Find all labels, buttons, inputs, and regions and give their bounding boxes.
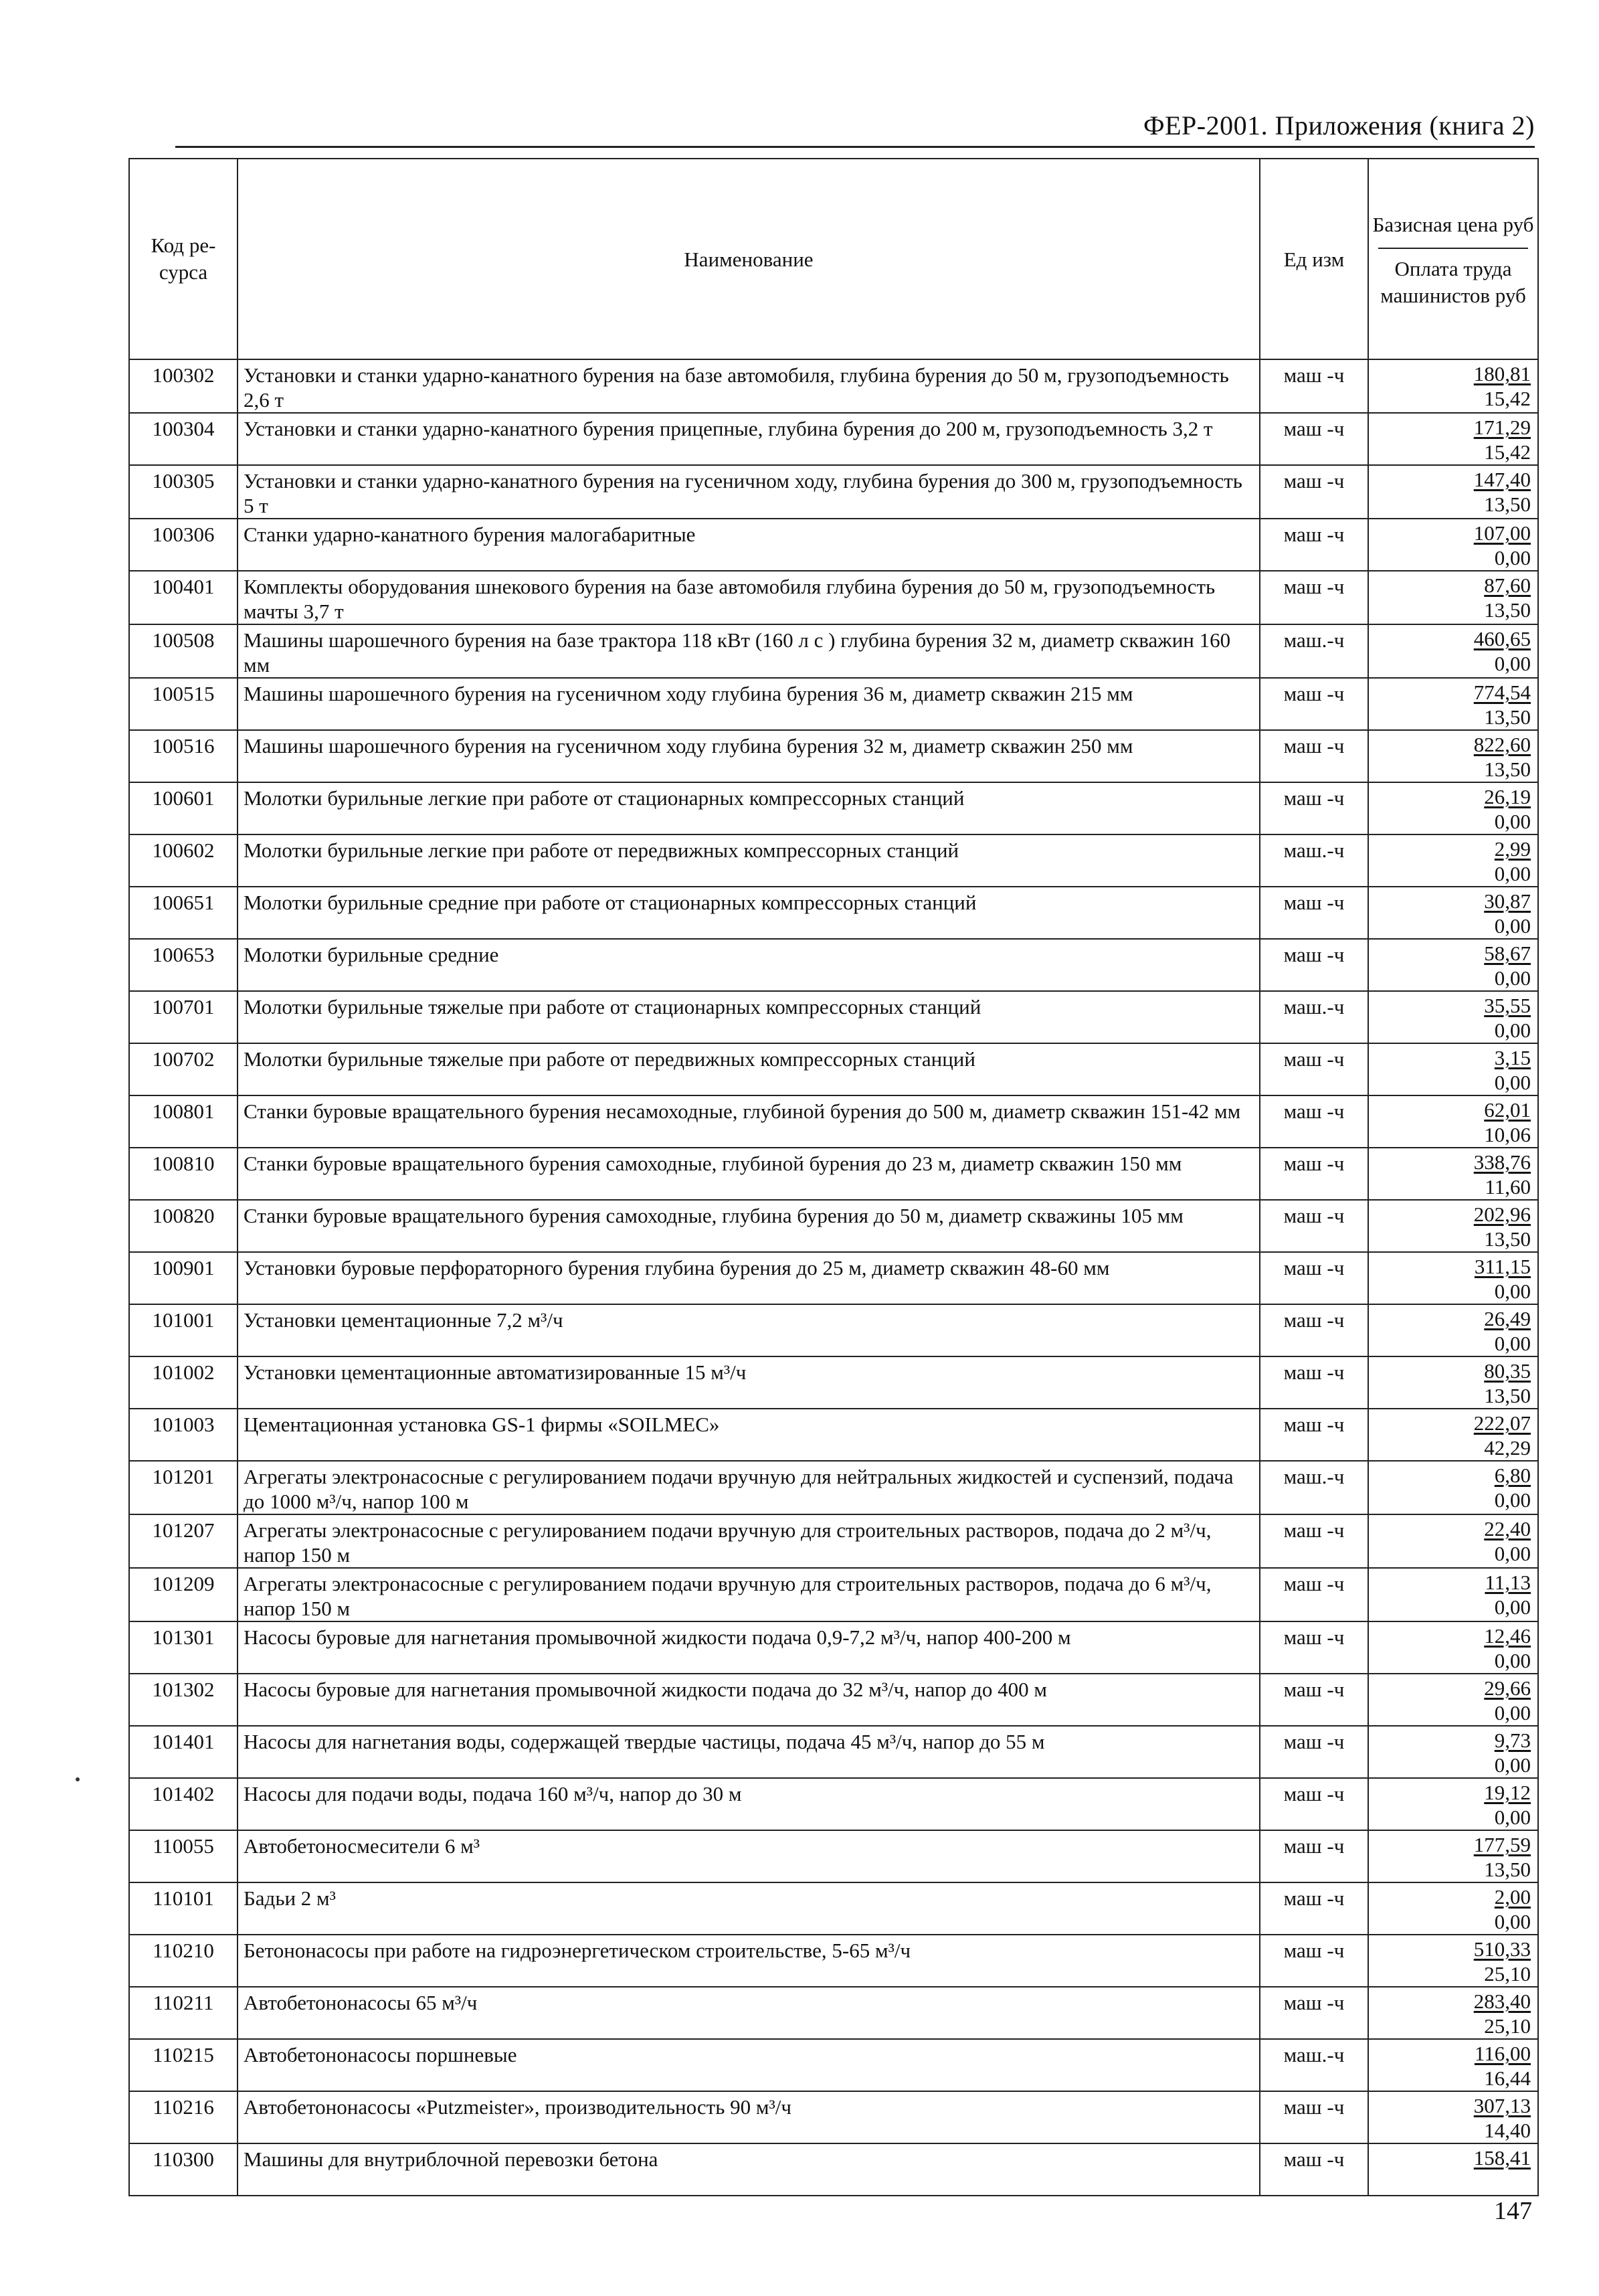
- base-price-value: 510,33: [1473, 1937, 1531, 1961]
- price-cell: [1368, 519, 1538, 571]
- table-row: [129, 730, 1538, 782]
- operator-wage-value: 13,50: [1484, 493, 1531, 516]
- resource-table-container: [128, 158, 1537, 2196]
- operator-wage-value: 15,42: [1484, 440, 1531, 464]
- table-row: [129, 1252, 1538, 1304]
- resource-name-cell: Молотки бурильные легкие при работе от стационарных компрессорных станций: [238, 782, 1260, 834]
- resource-code-cell: 101401: [129, 1726, 238, 1778]
- table-row: [129, 1043, 1538, 1095]
- price-cell: [1368, 1043, 1538, 1095]
- price-cell: [1368, 1726, 1538, 1778]
- unit-cell: маш -ч: [1260, 1568, 1368, 1621]
- price-cell: [1368, 2143, 1538, 2196]
- operator-wage-value: 0,00: [1494, 966, 1531, 990]
- resource-name-cell: Насосы буровые для нагнетания промывочной жидкости подача 0,9-7,2 м³/ч, напор 400-200 м: [238, 1621, 1260, 1674]
- price-cell: [1368, 1409, 1538, 1461]
- base-price-value: 22,40: [1484, 1517, 1531, 1540]
- base-price-value: 2,99: [1494, 837, 1531, 861]
- price-cell: [1368, 730, 1538, 782]
- price-cell: [1368, 1882, 1538, 1935]
- resource-code-cell: 110300: [129, 2143, 238, 2196]
- resource-name-cell: Станки буровые вращательного бурения самоходные, глубиной бурения до 23 м, диаметр скважин 150 мм: [238, 1148, 1260, 1200]
- column-header-name: Наименование: [238, 159, 1260, 359]
- resource-name-cell: Автобетононасосы «Putzmeister», производительность 90 м³/ч: [238, 2091, 1260, 2143]
- resource-code-cell: 100306: [129, 519, 238, 571]
- unit-cell: маш -ч: [1260, 939, 1368, 991]
- resource-name-cell: Установки и станки ударно-канатного бурения прицепные, глубина бурения до 200 м, грузоподъемность 3,2 т: [238, 413, 1260, 465]
- operator-wage-value: 25,10: [1484, 1962, 1531, 1985]
- operator-wage-value: 0,00: [1494, 1753, 1531, 1777]
- unit-cell: маш -ч: [1260, 730, 1368, 782]
- resource-code-cell: 100820: [129, 1200, 238, 1252]
- base-price-value: 19,12: [1484, 1781, 1531, 1804]
- price-cell: [1368, 1200, 1538, 1252]
- table-row: [129, 1200, 1538, 1252]
- unit-cell: маш -ч: [1260, 519, 1368, 571]
- price-cell: [1368, 1621, 1538, 1674]
- base-price-value: 460,65: [1473, 627, 1531, 650]
- resource-code-cell: 100602: [129, 834, 238, 887]
- table-body: [129, 359, 1538, 2196]
- price-cell: [1368, 624, 1538, 678]
- resource-name-cell: Молотки бурильные легкие при работе от передвижных компрессорных станций: [238, 834, 1260, 887]
- base-price-value: 774,54: [1473, 681, 1531, 704]
- operator-wage-value: 0,00: [1494, 546, 1531, 569]
- price-cell: [1368, 1148, 1538, 1200]
- resource-name-cell: Установки цементационные 7,2 м³/ч: [238, 1304, 1260, 1356]
- resource-name-cell: Насосы для нагнетания воды, содержащей твердые частицы, подача 45 м³/ч, напор до 55 м: [238, 1726, 1260, 1778]
- resource-code-cell: 100401: [129, 571, 238, 624]
- table-row: [129, 1935, 1538, 1987]
- unit-cell: маш -ч: [1260, 1409, 1368, 1461]
- unit-cell: маш.-ч: [1260, 991, 1368, 1043]
- resource-name-cell: Машины шарошечного бурения на гусеничном ходу глубина бурения 36 м, диаметр скважин 215 мм: [238, 678, 1260, 730]
- resource-name-cell: Молотки бурильные средние при работе от стационарных компрессорных станций: [238, 887, 1260, 939]
- unit-cell: маш -ч: [1260, 1882, 1368, 1935]
- unit-cell: маш -ч: [1260, 1356, 1368, 1409]
- price-cell: [1368, 1778, 1538, 1830]
- price-cell: [1368, 2091, 1538, 2143]
- unit-cell: маш -ч: [1260, 1304, 1368, 1356]
- resource-name-cell: Комплекты оборудования шнекового бурения на базе автомобиля глубина бурения до 50 м, грузоподъемность мачты 3,7 т: [238, 571, 1260, 624]
- base-price-value: 3,15: [1494, 1046, 1531, 1069]
- price-cell: [1368, 991, 1538, 1043]
- resource-code-cell: 100302: [129, 359, 238, 413]
- unit-cell: маш -ч: [1260, 1514, 1368, 1568]
- table-row: [129, 2091, 1538, 2143]
- resource-code-cell: 100810: [129, 1148, 238, 1200]
- operator-wage-value: 0,00: [1494, 1910, 1531, 1933]
- resource-price-table: [128, 158, 1539, 2196]
- resource-code-cell: 100515: [129, 678, 238, 730]
- table-row: [129, 1882, 1538, 1935]
- table-row: [129, 465, 1538, 519]
- resource-code-cell: 100508: [129, 624, 238, 678]
- resource-code-cell: 110101: [129, 1882, 238, 1935]
- resource-name-cell: Станки ударно-канатного бурения малогабаритные: [238, 519, 1260, 571]
- price-cell: [1368, 2039, 1538, 2091]
- table-row: [129, 1621, 1538, 1674]
- resource-name-cell: Установки и станки ударно-канатного бурения на гусеничном ходу, глубина бурения до 300 м, грузоподъемность 5 т: [238, 465, 1260, 519]
- base-price-value: 12,46: [1484, 1624, 1531, 1648]
- resource-code-cell: 100304: [129, 413, 238, 465]
- resource-name-cell: Насосы буровые для нагнетания промывочной жидкости подача до 32 м³/ч, напор до 400 м: [238, 1674, 1260, 1726]
- table-row: [129, 571, 1538, 624]
- table-row: [129, 782, 1538, 834]
- operator-wage-value: 0,00: [1494, 1701, 1531, 1725]
- base-price-value: 29,66: [1484, 1676, 1531, 1700]
- base-price-value: 87,60: [1484, 573, 1531, 597]
- unit-cell: маш.-ч: [1260, 834, 1368, 887]
- base-price-value: 171,29: [1473, 416, 1531, 439]
- price-cell: [1368, 359, 1538, 413]
- resource-name-cell: Молотки бурильные тяжелые при работе от стационарных компрессорных станций: [238, 991, 1260, 1043]
- table-row: [129, 2039, 1538, 2091]
- resource-name-cell: Машины шарошечного бурения на гусеничном ходу глубина бурения 32 м, диаметр скважин 250 мм: [238, 730, 1260, 782]
- unit-cell: маш -ч: [1260, 1987, 1368, 2039]
- operator-wage-value: 11,60: [1485, 1175, 1531, 1199]
- unit-cell: маш -ч: [1260, 1726, 1368, 1778]
- resource-code-cell: 100901: [129, 1252, 238, 1304]
- price-cell: [1368, 1252, 1538, 1304]
- resource-name-cell: Станки буровые вращательного бурения несамоходные, глубиной бурения до 500 м, диаметр скважин 151-42 мм: [238, 1095, 1260, 1148]
- resource-code-cell: 101301: [129, 1621, 238, 1674]
- operator-wage-value: 0,00: [1494, 1488, 1531, 1512]
- resource-name-cell: Автобетоносмесители 6 м³: [238, 1830, 1260, 1882]
- unit-cell: маш -ч: [1260, 1200, 1368, 1252]
- price-cell: [1368, 678, 1538, 730]
- operator-wage-value: 10,06: [1484, 1123, 1531, 1146]
- operator-wage-value: 13,50: [1484, 1227, 1531, 1251]
- price-cell: [1368, 1830, 1538, 1882]
- unit-cell: маш -ч: [1260, 413, 1368, 465]
- unit-cell: маш -ч: [1260, 887, 1368, 939]
- price-cell: [1368, 834, 1538, 887]
- price-cell: [1368, 1304, 1538, 1356]
- resource-name-cell: Цементационная установка GS-1 фирмы «SOILMEC»: [238, 1409, 1260, 1461]
- operator-wage-value: 0,00: [1494, 1595, 1531, 1619]
- base-price-value: 26,49: [1484, 1307, 1531, 1330]
- resource-name-cell: Установки цементационные автоматизированные 15 м³/ч: [238, 1356, 1260, 1409]
- resource-name-cell: Бетононасосы при работе на гидроэнергетическом строительстве, 5-65 м³/ч: [238, 1935, 1260, 1987]
- table-row: [129, 1674, 1538, 1726]
- unit-cell: маш -ч: [1260, 465, 1368, 519]
- base-price-value: 311,15: [1474, 1255, 1531, 1278]
- resource-code-cell: 100701: [129, 991, 238, 1043]
- base-price-value: 9,73: [1494, 1729, 1531, 1752]
- table-row: [129, 939, 1538, 991]
- table-row: [129, 519, 1538, 571]
- table-row: [129, 413, 1538, 465]
- resource-code-cell: 101207: [129, 1514, 238, 1568]
- operator-wage-value: 0,00: [1494, 914, 1531, 938]
- operator-wage-value: 0,00: [1494, 810, 1531, 833]
- resource-name-cell: Установки и станки ударно-канатного бурения на базе автомобиля, глубина бурения до 50 м, грузоподъемность 2,6 т: [238, 359, 1260, 413]
- resource-code-cell: 110211: [129, 1987, 238, 2039]
- operator-wage-value: 0,00: [1494, 1542, 1531, 1565]
- base-price-value: 30,87: [1484, 889, 1531, 913]
- table-row: [129, 624, 1538, 678]
- base-price-value: 62,01: [1484, 1098, 1531, 1122]
- operator-wage-value: 0,00: [1494, 862, 1531, 885]
- price-cell: [1368, 1568, 1538, 1621]
- base-price-value: 222,07: [1473, 1411, 1531, 1435]
- table-row: [129, 887, 1538, 939]
- resource-code-cell: 101209: [129, 1568, 238, 1621]
- table-row: [129, 1726, 1538, 1778]
- price-cell: [1368, 413, 1538, 465]
- column-header-operator-wage: Оплата труда машинистов руб: [1380, 257, 1526, 307]
- resource-name-cell: Автобетононасосы 65 м³/ч: [238, 1987, 1260, 2039]
- operator-wage-value: 13,50: [1484, 598, 1531, 622]
- resource-name-cell: Машины шарошечного бурения на базе трактора 118 кВт (160 л с ) глубина бурения 32 м, диаметр скважин 160 мм: [238, 624, 1260, 678]
- resource-code-cell: 100801: [129, 1095, 238, 1148]
- resource-code-cell: 100305: [129, 465, 238, 519]
- resource-code-cell: 101003: [129, 1409, 238, 1461]
- base-price-value: 158,41: [1473, 2146, 1531, 2170]
- table-row: [129, 359, 1538, 413]
- unit-cell: маш -ч: [1260, 782, 1368, 834]
- unit-cell: маш -ч: [1260, 1935, 1368, 1987]
- resource-code-cell: 100651: [129, 887, 238, 939]
- base-price-value: 202,96: [1473, 1203, 1531, 1226]
- unit-cell: маш -ч: [1260, 1778, 1368, 1830]
- price-cell: [1368, 465, 1538, 519]
- unit-cell: маш -ч: [1260, 1252, 1368, 1304]
- base-price-value: 822,60: [1473, 733, 1531, 756]
- price-cell: [1368, 571, 1538, 624]
- column-header-code: Код ре- сурса: [129, 159, 238, 359]
- base-price-value: 11,13: [1485, 1571, 1531, 1594]
- base-price-value: 116,00: [1474, 2042, 1531, 2065]
- unit-cell: маш -ч: [1260, 1674, 1368, 1726]
- unit-cell: маш -ч: [1260, 1043, 1368, 1095]
- unit-cell: маш -ч: [1260, 678, 1368, 730]
- resource-code-cell: 100516: [129, 730, 238, 782]
- table-row: [129, 1461, 1538, 1514]
- base-price-value: 107,00: [1473, 521, 1531, 545]
- unit-cell: маш.-ч: [1260, 624, 1368, 678]
- resource-name-cell: Агрегаты электронасосные с регулированием подачи вручную для нейтральных жидкостей и суспензий, подача до 1000 м³/ч, напор 100 м: [238, 1461, 1260, 1514]
- price-cell: [1368, 782, 1538, 834]
- column-header-base-price: Базисная цена руб: [1372, 213, 1534, 236]
- resource-name-cell: Машины для внутриблочной перевозки бетона: [238, 2143, 1260, 2196]
- unit-cell: маш -ч: [1260, 1095, 1368, 1148]
- price-cell: [1368, 1987, 1538, 2039]
- page-number: 147: [1494, 2197, 1532, 2225]
- price-cell: [1368, 887, 1538, 939]
- base-price-value: 177,59: [1473, 1833, 1531, 1856]
- resource-name-cell: Агрегаты электронасосные с регулированием подачи вручную для строительных растворов, подача до 2 м³/ч, напор 150 м: [238, 1514, 1260, 1568]
- resource-code-cell: 101302: [129, 1674, 238, 1726]
- base-price-value: 147,40: [1473, 468, 1531, 491]
- column-header-unit: Ед изм: [1260, 159, 1368, 359]
- operator-wage-value: 14,40: [1484, 2119, 1531, 2142]
- operator-wage-value: 0,00: [1494, 1019, 1531, 1042]
- base-price-value: 6,80: [1494, 1464, 1531, 1487]
- resource-name-cell: Установки буровые перфораторного бурения глубина бурения до 25 м, диаметр скважин 48-60 мм: [238, 1252, 1260, 1304]
- unit-cell: маш.-ч: [1260, 1461, 1368, 1514]
- resource-name-cell: Молотки бурильные средние: [238, 939, 1260, 991]
- operator-wage-value: 0,00: [1494, 1332, 1531, 1355]
- header-rule: [175, 146, 1535, 148]
- operator-wage-value: 0,00: [1494, 652, 1531, 675]
- operator-wage-value: 13,50: [1484, 1384, 1531, 1407]
- running-header: ФЕР-2001. Приложения (книга 2): [1143, 110, 1535, 141]
- operator-wage-value: 0,00: [1494, 1805, 1531, 1829]
- operator-wage-value: 13,50: [1484, 705, 1531, 729]
- base-price-value: 58,67: [1484, 942, 1531, 965]
- unit-cell: маш -ч: [1260, 2091, 1368, 2143]
- price-cell: [1368, 1461, 1538, 1514]
- base-price-value: 180,81: [1473, 362, 1531, 385]
- resource-code-cell: 100653: [129, 939, 238, 991]
- unit-cell: маш -ч: [1260, 1830, 1368, 1882]
- base-price-value: 2,00: [1494, 1885, 1531, 1909]
- operator-wage-value: 25,10: [1484, 2014, 1531, 2038]
- base-price-value: 307,13: [1473, 2094, 1531, 2117]
- unit-cell: маш -ч: [1260, 571, 1368, 624]
- base-price-value: 283,40: [1473, 1990, 1531, 2013]
- resource-code-cell: 100601: [129, 782, 238, 834]
- price-cell: [1368, 939, 1538, 991]
- operator-wage-value: 0,00: [1494, 1279, 1531, 1303]
- column-header-price: [1368, 159, 1538, 359]
- table-row: [129, 991, 1538, 1043]
- resource-code-cell: 110055: [129, 1830, 238, 1882]
- resource-code-cell: 100702: [129, 1043, 238, 1095]
- unit-cell: маш -ч: [1260, 1621, 1368, 1674]
- table-row: [129, 1568, 1538, 1621]
- operator-wage-value: 0,00: [1494, 1071, 1531, 1094]
- resource-name-cell: Молотки бурильные тяжелые при работе от передвижных компрессорных станций: [238, 1043, 1260, 1095]
- base-price-value: 35,55: [1484, 994, 1531, 1017]
- price-cell: [1368, 1356, 1538, 1409]
- resource-name-cell: Бадьи 2 м³: [238, 1882, 1260, 1935]
- resource-code-cell: 101002: [129, 1356, 238, 1409]
- operator-wage-value: 16,44: [1484, 2066, 1531, 2090]
- table-row: [129, 1514, 1538, 1568]
- resource-code-cell: 101402: [129, 1778, 238, 1830]
- resource-name-cell: Станки буровые вращательного бурения самоходные, глубина бурения до 50 м, диаметр скважины 105 мм: [238, 1200, 1260, 1252]
- resource-name-cell: Насосы для подачи воды, подача 160 м³/ч, напор до 30 м: [238, 1778, 1260, 1830]
- table-row: [129, 1095, 1538, 1148]
- table-row: [129, 678, 1538, 730]
- unit-cell: маш -ч: [1260, 1148, 1368, 1200]
- price-cell: [1368, 1095, 1538, 1148]
- base-price-value: 338,76: [1473, 1150, 1531, 1174]
- table-row: [129, 1148, 1538, 1200]
- base-price-value: 80,35: [1484, 1359, 1531, 1383]
- resource-code-cell: 110215: [129, 2039, 238, 2091]
- unit-cell: маш.-ч: [1260, 2039, 1368, 2091]
- operator-wage-value: 15,42: [1484, 387, 1531, 410]
- base-price-value: 26,19: [1484, 785, 1531, 808]
- table-row: [129, 1778, 1538, 1830]
- resource-name-cell: Агрегаты электронасосные с регулированием подачи вручную для строительных растворов, подача до 6 м³/ч, напор 150 м: [238, 1568, 1260, 1621]
- unit-cell: маш -ч: [1260, 2143, 1368, 2196]
- resource-code-cell: 101001: [129, 1304, 238, 1356]
- table-row: [129, 834, 1538, 887]
- resource-name-cell: Автобетононасосы поршневые: [238, 2039, 1260, 2091]
- table-row: [129, 1409, 1538, 1461]
- table-row: [129, 1356, 1538, 1409]
- resource-code-cell: 110210: [129, 1935, 238, 1987]
- table-row: [129, 1304, 1538, 1356]
- operator-wage-value: 13,50: [1484, 758, 1531, 781]
- price-cell: [1368, 1514, 1538, 1568]
- price-cell: [1368, 1935, 1538, 1987]
- operator-wage-value: 42,29: [1484, 1436, 1531, 1460]
- resource-code-cell: 110216: [129, 2091, 238, 2143]
- operator-wage-value: 0,00: [1494, 1649, 1531, 1672]
- table-row: [129, 2143, 1538, 2196]
- table-row: [129, 1830, 1538, 1882]
- price-cell: [1368, 1674, 1538, 1726]
- table-row: [129, 1987, 1538, 2039]
- table-header-row: [129, 159, 1538, 359]
- resource-code-cell: 101201: [129, 1461, 238, 1514]
- margin-dot: [76, 1777, 80, 1781]
- unit-cell: маш -ч: [1260, 359, 1368, 413]
- operator-wage-value: 13,50: [1484, 1858, 1531, 1881]
